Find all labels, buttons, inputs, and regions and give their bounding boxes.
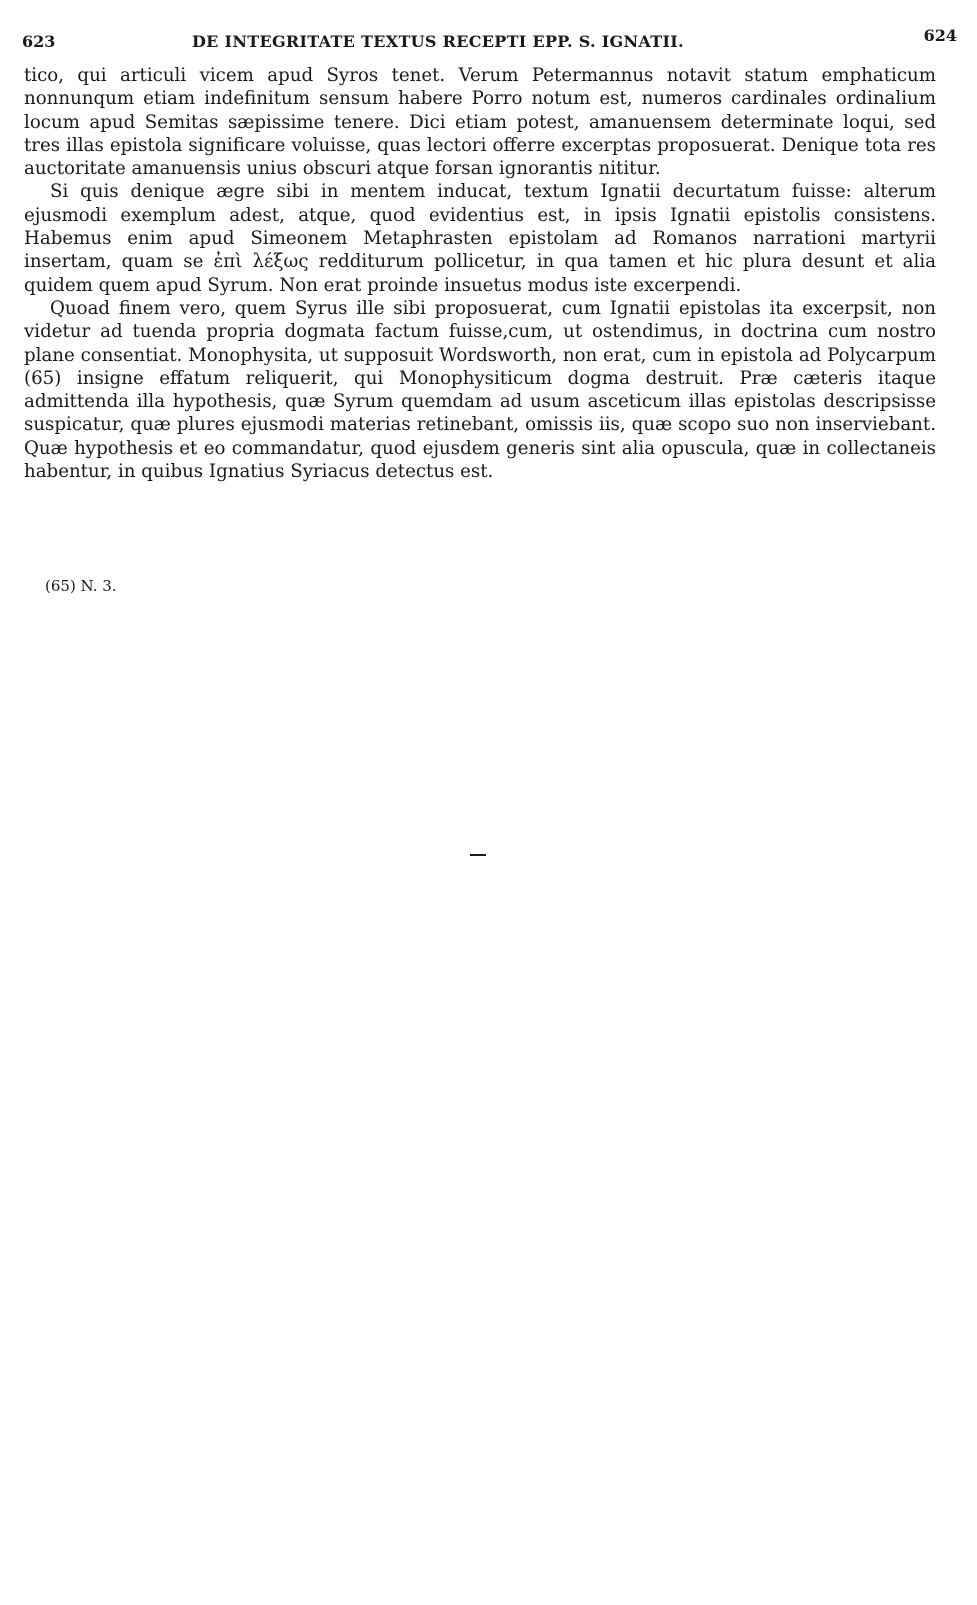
end-dash: [470, 854, 486, 856]
page-number-right: 624: [923, 26, 957, 45]
body-text: [24, 64, 936, 483]
running-head: [22, 26, 957, 52]
running-title: DE INTEGRITATE TEXTUS RECEPTI EPP. S. IGNATII.: [192, 32, 684, 51]
paragraph-2: Si quis denique ægre sibi in mentem inducat, textum Ignatii decurtatum fuisse: alterum ejusmodi exemplum adest, atque, quod evidentius est, in ipsis Ignatii epistolis consistens. Habemus enim apud Simeonem Metaphrasten epistolam ad Romanos narrationi martyrii insertam, quam se ἐπὶ λέξως redditurum pollicetur, in qua tamen et hic plura desunt et alia quidem quem apud Syrum. Non erat proinde insuetus modus iste excerpendi.: [24, 181, 936, 296]
page-number-left: 623: [22, 32, 56, 51]
paragraph-3: Quoad finem vero, quem Syrus ille sibi proposuerat, cum Ignatii epistolas ita excerpsit, non videtur ad tuenda propria dogmata factum fuisse,cum, ut ostendimus, in doctrina cum nostro plane consentiat. Monophysita, ut supposuit Wordsworth, non erat, cum in epistola ad Polycarpum (65) insigne effatum reliquerit, qui Monophysiticum dogma destruit. Præ cæteris itaque admittenda illa hypothesis, quæ Syrum quemdam ad usum asceticum illas epistolas descripsisse suspicatur, quæ plures ejusmodi materias retinebant, omissis iis, quæ scopo suo non inserviebant. Quæ hypothesis et eo commandatur, quod ejusdem generis sint alia opuscula, quæ in collectaneis habentur, in quibus Ignatius Syriacus detectus est.: [24, 297, 936, 483]
footnote: (65) N. 3.: [45, 577, 117, 595]
paragraph-1: tico, qui articuli vicem apud Syros tenet. Verum Petermannus notavit statum emphaticum nonnunqum etiam indefinitum sensum habere Porro notum est, numeros cardinales ordinalium locum apud Semitas sæpissime tenere. Dici etiam potest, amanuensem determinate loqui, sed tres illas epistola significare voluisse, quas lectori offerre excerptas proposuerat. Denique tota res auctoritate amanuensis unius obscuri atque forsan ignorantis nititur.: [24, 65, 936, 180]
